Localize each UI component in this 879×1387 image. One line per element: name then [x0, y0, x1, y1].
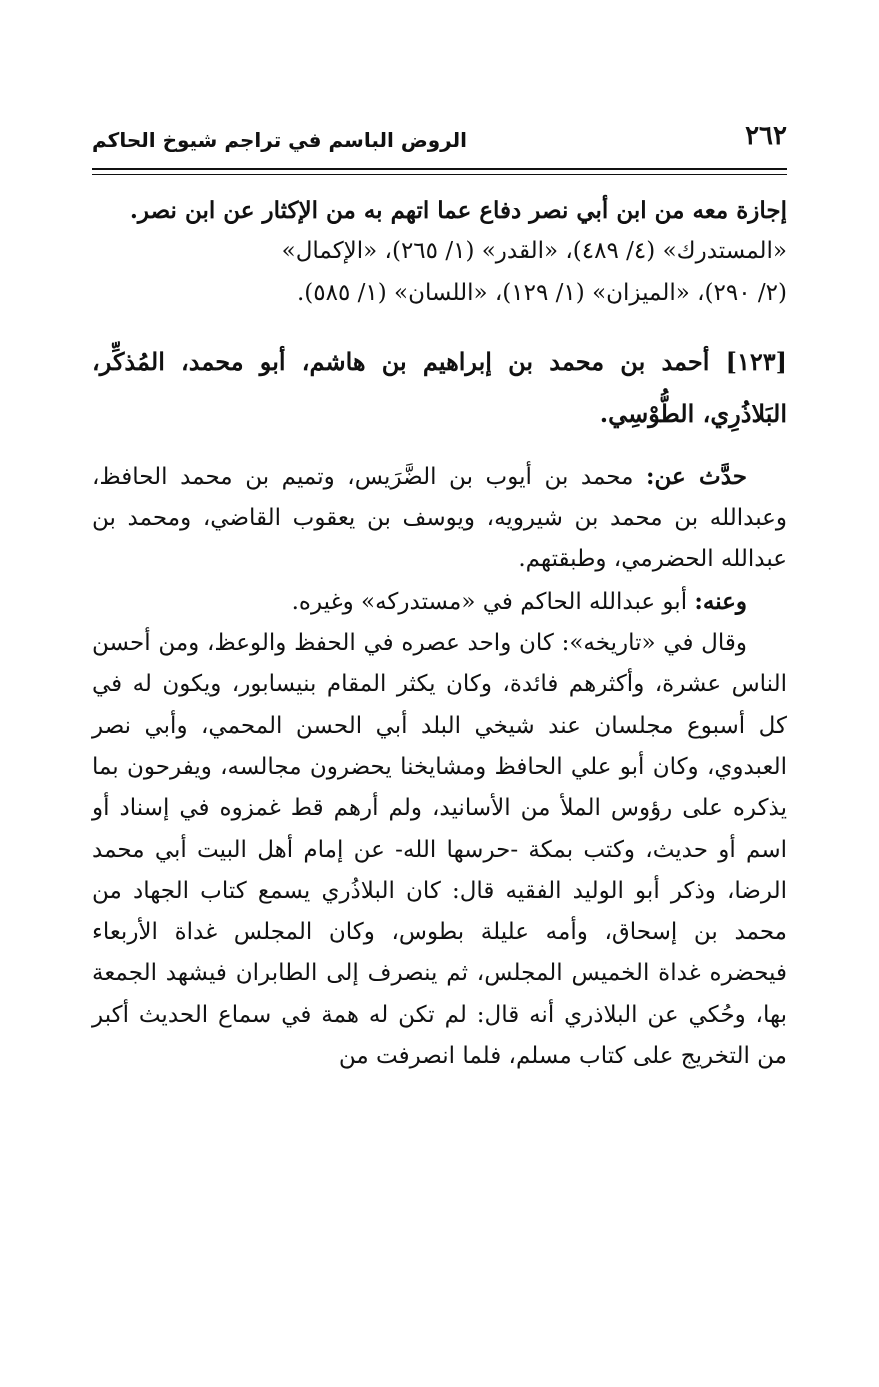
narrators-text: أبو عبدالله الحاكم في «مستدركه» وغيره. [291, 588, 688, 615]
narrated-from-paragraph [92, 456, 787, 581]
header-rule-thin [92, 174, 787, 175]
narrated-from-label: حدَّث عن: [646, 462, 747, 490]
entry-heading: [١٢٣] أحمد بن محمد بن إبراهيم بن هاشم، أبو محمد، المُذكِّر، البَلاذُرِي، الطُّوْسِي. [92, 346, 787, 428]
page-number: ٢٦٢ [745, 121, 787, 151]
page-content [92, 190, 787, 1077]
page-header [92, 118, 787, 164]
references [92, 231, 787, 314]
narrators-paragraph [92, 581, 787, 623]
references-line-1: «المستدرك» (٤/ ٤٨٩)، «القدر» (١/ ٢٦٥)، «الإكمال» [281, 238, 787, 265]
references-line-2: (٢/ ٢٩٠)، «الميزان» (١/ ١٢٩)، «اللسان» (١/ ٥٨٥). [296, 279, 787, 306]
running-title: الروض الباسم في تراجم شيوخ الحاكم [92, 128, 467, 152]
narrated-from-text: محمد بن أيوب بن الضَّرَيس، وتميم بن محمد الحافظ، وعبدالله بن محمد بن شيرويه، ويوسف بن يعقوب القاضي، ومحمد بن عبدالله الحضرمي، وطبقتهم. [92, 463, 787, 573]
narrators-label: وعنه: [694, 587, 747, 615]
intro-line: إجازة معه من ابن أبي نصر دفاع عما اتهم به من الإكثار عن ابن نصر. [129, 197, 787, 224]
header-rule-thick [92, 168, 787, 170]
main-paragraph: وقال في «تاريخه»: كان واحد عصره في الحفظ والوعظ، ومن أحسن الناس عشرة، وأكثرهم فائدة، وكان يكثر المقام بنيسابور، ويكون له في كل أسبوع مجلسان عند شيخي البلد أبي الحسن المحمي، وأبي نصر العبدوي، وكان أبو علي الحافظ ومشايخنا يحضرون مجالسه، ويفرحون بما يذكره على رؤوس الملأ من الأسانيد، ولم أرهم قط غمزوه في إسناد أو اسم أو حديث، وكتب بمكة -حرسها الله- عن إمام أهل البيت أبي محمد الرضا، وذكر أبو الوليد الفقيه قال: كان البلاذُري يسمع كتاب الجهاد من محمد بن إسحاق، وأمه عليلة بطوس، وكان المجلس غداة الأربعاء فيحضره غداة الخميس المجلس، ثم ينصرف إلى الطابران فيشهد الجمعة بها، وحُكي عن البلاذري أنه قال: لم تكن له همة في سماع الحديث أكبر من التخريج على كتاب مسلم، فلما انصرفت من [92, 630, 787, 1070]
